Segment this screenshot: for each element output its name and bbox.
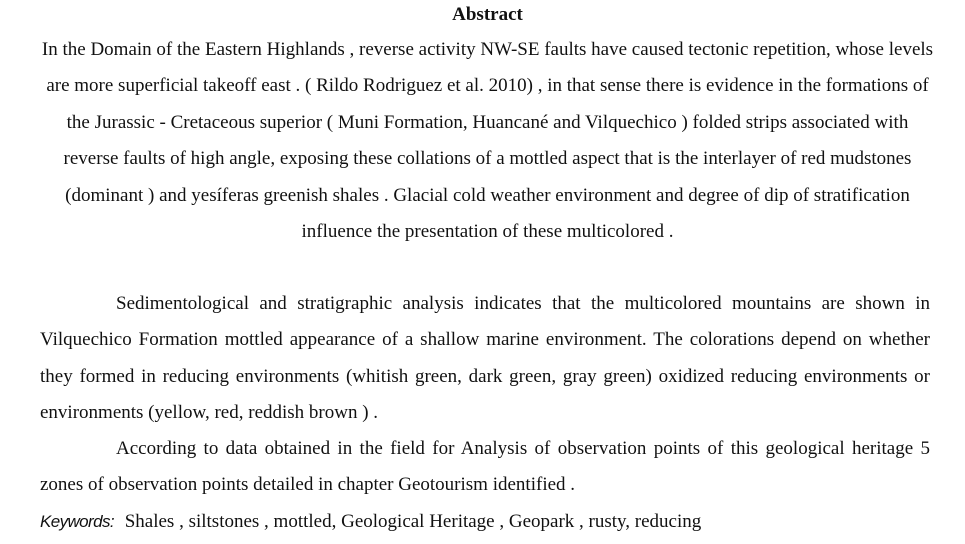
abstract-paragraph-2: Sedimentological and stratigraphic analysis indicates that the multicolored mountains are shown in Vilquechico Formation mottled appearance of a shallow marine environment. The colorations depend on whether they formed in reducing environments (whitish green, dark green, gray green) oxidized reducing environments or environments (yellow, red, reddish brown ) . xyxy=(40,293,930,424)
keywords-line xyxy=(40,504,940,540)
abstract-title: Abstract xyxy=(452,4,523,25)
abstract-paragraph-3: According to data obtained in the field for Analysis of observation points of this geological heritage 5 zones of observation points detailed in chapter Geotourism identified . xyxy=(40,438,930,496)
keywords-list: Shales , siltstones , mottled, Geological Heritage , Geopark , rusty, reducing xyxy=(124,511,702,532)
keywords-label: Keywords: xyxy=(40,512,114,531)
abstract-paragraph-1: In the Domain of the Eastern Highlands , reverse activity NW-SE faults have caused tectonic repetition, whose levels are more superficial takeoff east . ( Rildo Rodriguez et al. 2010) , in that sense there is evidence in the formations of the Jurassic - Cretaceous superior ( Muni Formation, Huancané and Vilquechico ) folded strips associated with reverse faults of high angle, exposing these collations of a mottled aspect that is the interlayer of red mudstones (dominant ) and yesíferas greenish shales . Glacial cold weather environment and degree of dip of stratification influence the presentation of these multicolored . xyxy=(41,39,934,243)
